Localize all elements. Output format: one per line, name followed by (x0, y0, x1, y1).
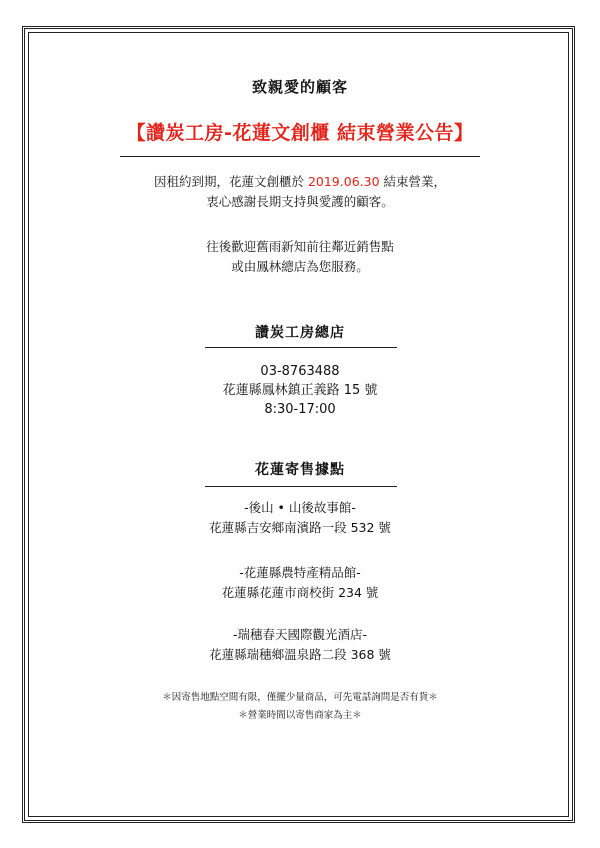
footnote-hours: ＊營業時間以寄售商家為主＊ (238, 710, 362, 721)
main-store-divider (205, 347, 397, 348)
redirect-notice (0, 237, 600, 277)
main-store-hours: 8:30-17:00 (264, 402, 336, 417)
footnote-stock: ＊因寄售地點空間有限，僅擺少量商品，可先電話詢問是否有貨＊ (162, 692, 438, 703)
location-address: 花蓮縣瑞穗鄉溫泉路二段 368 號 (209, 647, 391, 662)
main-store-phone: 03-8763488 (260, 364, 340, 379)
location-name: -花蓮縣農特產精品館- (239, 565, 361, 580)
main-store-info (0, 362, 600, 419)
redirect-line2: 或由鳳林總店為您服務。 (231, 259, 369, 274)
main-store-title: 讚炭工房總店 (255, 325, 345, 341)
location-name: -瑞穗春天國際觀光酒店- (232, 627, 368, 642)
main-store-address: 花蓮縣鳳林鎮正義路 15 號 (222, 383, 378, 398)
consignment-location (0, 625, 600, 665)
location-address: 花蓮縣花蓮市商校街 234 號 (221, 585, 379, 600)
consignment-location (0, 563, 600, 603)
closure-text-before: 因租約到期，花蓮文創櫃於 (153, 174, 304, 189)
closure-text-after: 結束營業， (383, 174, 447, 189)
redirect-line1: 往後歡迎舊雨新知前往鄰近銷售點 (206, 239, 394, 254)
closure-notice (0, 172, 600, 212)
location-name: -後山 • 山後故事館- (244, 500, 356, 515)
consignment-divider (205, 486, 397, 487)
consignment-location (0, 498, 600, 538)
greeting: 致親愛的顧客 (251, 78, 348, 96)
location-address: 花蓮縣吉安鄉南濱路一段 532 號 (209, 520, 391, 535)
consignment-title: 花蓮寄售據點 (255, 462, 345, 478)
footnotes (0, 689, 600, 725)
closure-notice-line1 (0, 172, 600, 192)
announcement-headline: 【讚炭工房-花蓮文創櫃 結束營業公告】 (126, 122, 474, 144)
headline-divider (120, 156, 480, 157)
closure-notice-line2: 衷心感謝長期支持與愛護的顧客。 (206, 194, 394, 209)
closure-date: 2019.06.30 (307, 174, 380, 189)
